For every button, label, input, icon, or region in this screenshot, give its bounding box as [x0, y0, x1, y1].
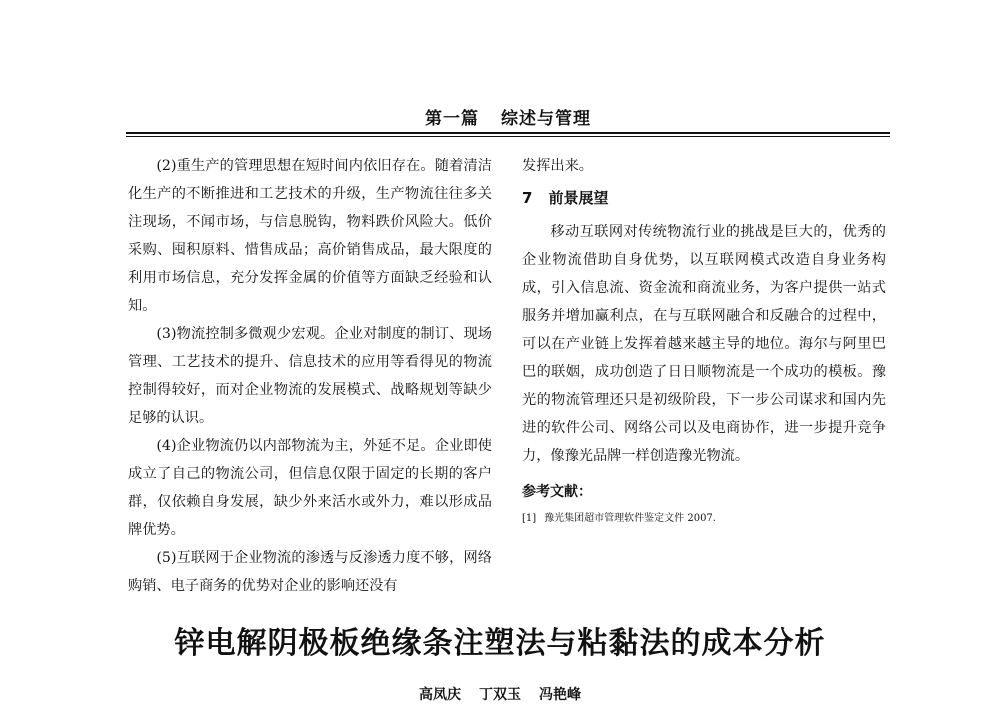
article-title: 锌电解阴极板绝缘条注塑法与粘黏法的成本分析	[174, 626, 826, 661]
body-paragraph: (4)企业物流仍以内部物流为主，外延不足。企业即使成立了自己的物流公司，但信息仅限于固定的长期的客户群，仅依赖自身发展，缺少外来活水或外力，难以形成品牌优势。	[128, 438, 492, 538]
author-list	[300, 684, 700, 704]
author-name: 丁双玉	[479, 687, 521, 703]
section-number: 7	[522, 189, 533, 207]
section-heading	[522, 186, 886, 210]
reference-item	[522, 510, 886, 528]
header-section: 综述与管理	[501, 109, 591, 129]
header-rule-thin	[126, 136, 890, 137]
left-column	[128, 152, 492, 600]
body-paragraph: (3)物流控制多微观少宏观。企业对制度的制订、现场管理、工艺技术的提升、信息技术的应用等看得见的物流控制得较好，而对企业物流的发展模式、战略规划等缺少足够的认识。	[128, 326, 492, 426]
continuation-text: 发挥出来。	[522, 158, 593, 174]
running-header	[128, 104, 888, 129]
body-paragraph: 移动互联网对传统物流行业的挑战是巨大的，优秀的企业物流借助自身优势，以互联网模式改造自身业务构成，引入信息流、资金流和商流业务，为客户提供一站式服务并增加赢利点，在与互联网融合和反融合的过程中，可以在产业链上发挥着越来越主导的地位。海尔与阿里巴巴的联姻，成功创造了日日顺物流是一个成功的模板。豫光的物流管理还只是初级阶段，下一步公司谋求和国内先进的软件公司、网络公司以及电商协作，进一步提升竞争力，像豫光品牌一样创造豫光物流。	[522, 224, 886, 464]
header-rule-thick	[126, 132, 890, 134]
body-paragraph: (2)重生产的管理思想在短时间内依旧存在。随着清洁化生产的不断推进和工艺技术的升级，生产物流往往多关注现场，不闻市场，与信息脱钩，物料跌价风险大。低价采购、囤积原料、惜售成品；高价销售成品，最大限度的利用市场信息，充分发挥金属的价值等方面缺乏经验和认知。	[128, 158, 492, 314]
author-name: 冯艳峰	[539, 687, 581, 703]
reference-text: 豫光集团超市管理软件鉴定文件 2007.	[544, 513, 716, 524]
author-name: 高凤庆	[419, 687, 461, 703]
section-title: 前景展望	[548, 189, 609, 207]
body-paragraph: (5)互联网于企业物流的渗透与反渗透力度不够，网络购销、电子商务的优势对企业的影响还没有	[128, 550, 492, 594]
references-heading: 参考文献：	[522, 484, 592, 500]
right-column	[522, 152, 886, 528]
header-part: 第一篇	[425, 109, 479, 129]
reference-number: [1]	[522, 513, 537, 524]
